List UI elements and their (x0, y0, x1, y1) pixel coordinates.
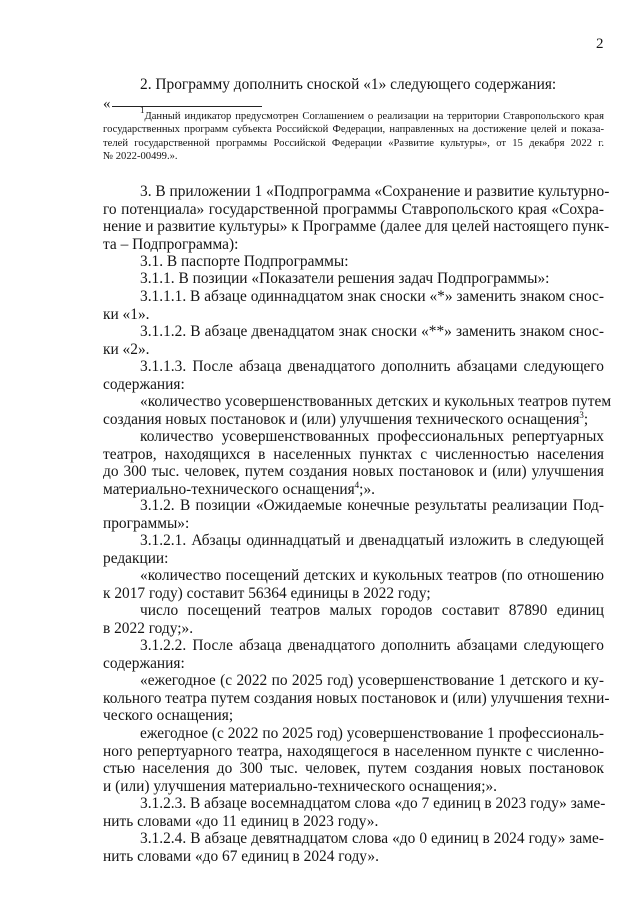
page-number: 2 (596, 36, 604, 52)
paragraph-3-1-1-1: 3.1.1.1. В абзаце одиннадцатом знак сноски «*» заменить знаком снос- ки «1». (103, 288, 604, 323)
footnote-text: $^1$Данный индикатор предусмотрен Соглашением о реализации на территории Ставропольского края государственных программ субъекта Российской Федерации, направленных на достижение целей и показа- телей государственной программы Российской Федерации «Развитие культуры», от 15 декабря 2022 г. № 2022-00499.». (103, 105, 604, 163)
item-2: 2. Программу дополнить сноской «1» следующего содержания: (140, 76, 557, 93)
quote-annual-children-theatre: «ежегодное (с 2022 по 2025 год) усовершенствование 1 детского и ку- кольного театра путем создания новых постановок и (или) улучшения техни- ческого оснащения; (103, 672, 610, 725)
paragraph-3-1-1: 3.1.1. В позиции «Показатели решения задач Подпрограммы»: (140, 270, 550, 287)
paragraph-3-1-2-2: 3.1.2.2. После абзаца двенадцатого дополнить абзацами следующего содержания: (103, 637, 604, 672)
paragraph-3-1-1-3: 3.1.1.3. После абзаца двенадцатого дополнить абзацами следующего содержания: (103, 358, 604, 393)
quote-annual-repertory-theatre: ежегодное (с 2022 по 2025 год) усовершенствование 1 профессиональ- ного репертуарного театра, находящегося в населенном пункте с численно- стью населения до 300 тыс. человек, путем создания новых постановок и (или) улучшения материально-технического оснащения;». (103, 725, 605, 795)
footnote-separator (112, 106, 262, 107)
paragraph-3-1-1-2: 3.1.1.2. В абзаце двенадцатом знак сноски «**» заменить знаком снос- ки «2». (103, 323, 604, 358)
paragraph-3-1-2-3: 3.1.2.3. В абзаце восемнадцатом слова «до 7 единиц в 2023 году» заме- нить словами «до 11 единиц в 2023 году». (103, 795, 606, 830)
paragraph-3-1-2: 3.1.2. В позиции «Ожидаемые конечные результаты реализации Под- программы»: (103, 497, 604, 532)
paragraph-3-1: 3.1. В паспорте Подпрограммы: (140, 253, 349, 270)
paragraph-3-1-2-4: 3.1.2.4. В абзаце девятнадцатом слова «до 0 единиц в 2024 году» заме- нить словами «до 67 единиц в 2024 году». (103, 830, 604, 865)
paragraph-3-1-2-1: 3.1.2.1. Абзацы одиннадцатый и двенадцатый изложить в следующей редакции: (103, 532, 604, 567)
quote-repertory-theatres: количество усовершенствованных профессиональных репертуарных театров, находящихся в населенных пунктах с численностью населения до 300 тыс. человек, путем создания новых постановок и (или) улучшения материально-технического оснащения$^4$;». (103, 428, 604, 498)
footnote-mark: 1 (140, 105, 145, 115)
footnote-ref-4: 4 (354, 479, 360, 490)
footnote-ref-3: 3 (579, 409, 584, 420)
footnote-open-quote: « (103, 96, 111, 112)
quote-children-theatres: «количество усовершенствованных детских и кукольных театров путем создания новых постановок и (или) улучшения технического оснащения$^3$; (103, 393, 612, 428)
quote-visits-small-towns: число посещений театров малых городов составит 87890 единиц в 2022 году;». (103, 602, 604, 637)
quote-visits-children-theatres: «количество посещений детских и кукольных театров (по отношению к 2017 году) составит 56364 единицы в 2022 году; (103, 567, 604, 602)
paragraph-3: 3. В приложении 1 «Подпрограмма «Сохранение и развитие культурно- го потенциала» государственной программы Ставропольского края «Сохра- нение и развитие культуры» к Программе (далее для целей настоящего пунк- та – Подпрограмма): (103, 183, 610, 253)
